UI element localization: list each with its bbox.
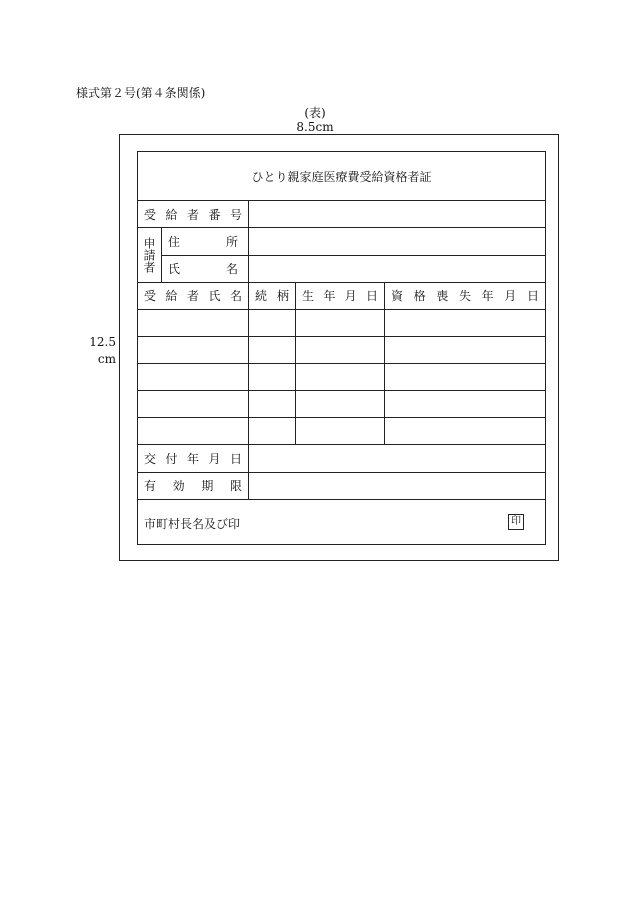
recipient-number-label: [138, 201, 249, 228]
name-value: [249, 255, 546, 282]
recipient-name-cell: [138, 309, 249, 336]
recipient-name-cell: [138, 336, 249, 363]
recipient-name-header-char: 者: [186, 289, 199, 304]
name-label-char: 氏: [168, 262, 181, 277]
birth-date-cell: [296, 336, 385, 363]
relationship-cell: [249, 309, 296, 336]
loss-date-header-char: 日: [526, 289, 539, 304]
form-number: 様式第２号(第４条関係): [76, 86, 206, 100]
loss-date-header-char: 月: [504, 289, 517, 304]
relationship-header: [249, 282, 296, 309]
recipient-number-label-char: 給: [165, 207, 178, 222]
address-label-char: 所: [225, 234, 238, 249]
relationship-header-char: 続: [255, 289, 268, 304]
birth-date-cell: [296, 364, 385, 391]
birth-date-header-char: 年: [323, 289, 336, 304]
loss-date-header-char: 格: [413, 289, 426, 304]
relationship-cell: [249, 336, 296, 363]
width-dimension-label: 8.5cm: [296, 120, 334, 134]
issue-date-label-char: 交: [144, 451, 157, 466]
table-row: [138, 364, 546, 391]
side-label: (表): [304, 106, 326, 120]
loss-date-header: [385, 282, 546, 309]
issue-date-label-char: 月: [208, 451, 221, 466]
valid-period-label-char: 有: [144, 479, 157, 494]
recipient-name-header-char: 給: [165, 289, 178, 304]
mayor-label: 市町村長名及び印: [144, 516, 241, 531]
height-dimension-label: [84, 334, 116, 368]
recipient-number-label-char: 受: [144, 207, 157, 222]
height-unit: cm: [97, 352, 116, 366]
recipient-name-header-char: 受: [144, 289, 157, 304]
recipient-name-cell: [138, 418, 249, 445]
birth-date-header-char: 生: [302, 289, 315, 304]
address-value: [249, 228, 546, 255]
name-label: [162, 255, 249, 282]
issue-date-label-char: 日: [229, 451, 242, 466]
recipient-name-header: [138, 282, 249, 309]
valid-period-label-char: 限: [229, 479, 242, 494]
recipient-name-header-char: 氏: [208, 289, 221, 304]
loss-date-header-char: 失: [458, 289, 471, 304]
seal-mark: 印: [508, 514, 524, 530]
relationship-cell: [249, 391, 296, 418]
issue-date-label-char: 付: [165, 451, 178, 466]
loss-date-header-char: 資: [391, 289, 404, 304]
table-row: [138, 418, 546, 445]
recipient-name-cell: [138, 364, 249, 391]
mayor-signature-cell: [138, 499, 546, 544]
birth-date-header-char: 日: [365, 289, 378, 304]
loss-date-cell: [385, 391, 546, 418]
address-label: [162, 228, 249, 255]
birth-date-cell: [296, 309, 385, 336]
birth-date-header-char: 月: [344, 289, 357, 304]
recipient-number-label-char: 号: [229, 207, 242, 222]
loss-date-header-char: 年: [481, 289, 494, 304]
valid-period-value: [249, 472, 546, 499]
height-value: 12.5: [89, 335, 116, 349]
loss-date-cell: [385, 309, 546, 336]
recipient-number-label-char: 者: [186, 207, 199, 222]
recipient-number-label-char: 番: [208, 207, 221, 222]
issue-date-value: [249, 445, 546, 472]
birth-date-cell: [296, 391, 385, 418]
valid-period-label-char: 期: [201, 479, 214, 494]
loss-date-cell: [385, 364, 546, 391]
certificate-title: ひとり親家庭医療費受給資格者証: [138, 152, 546, 201]
table-row: [138, 391, 546, 418]
name-label-char: 名: [225, 262, 238, 277]
address-label-char: 住: [168, 234, 181, 249]
certificate-table: [137, 151, 546, 545]
table-row: [138, 309, 546, 336]
relationship-header-char: 柄: [276, 289, 289, 304]
recipient-number-value: [249, 201, 546, 228]
table-row: [138, 336, 546, 363]
valid-period-label-char: 効: [172, 479, 185, 494]
recipient-name-header-char: 名: [229, 289, 242, 304]
issue-date-label: [138, 445, 249, 472]
loss-date-cell: [385, 336, 546, 363]
relationship-cell: [249, 364, 296, 391]
relationship-cell: [249, 418, 296, 445]
recipient-name-cell: [138, 391, 249, 418]
applicant-label: 申請者: [138, 228, 162, 282]
issue-date-label-char: 年: [186, 451, 199, 466]
loss-date-cell: [385, 418, 546, 445]
birth-date-cell: [296, 418, 385, 445]
loss-date-header-char: 喪: [436, 289, 449, 304]
birth-date-header: [296, 282, 385, 309]
valid-period-label: [138, 472, 249, 499]
